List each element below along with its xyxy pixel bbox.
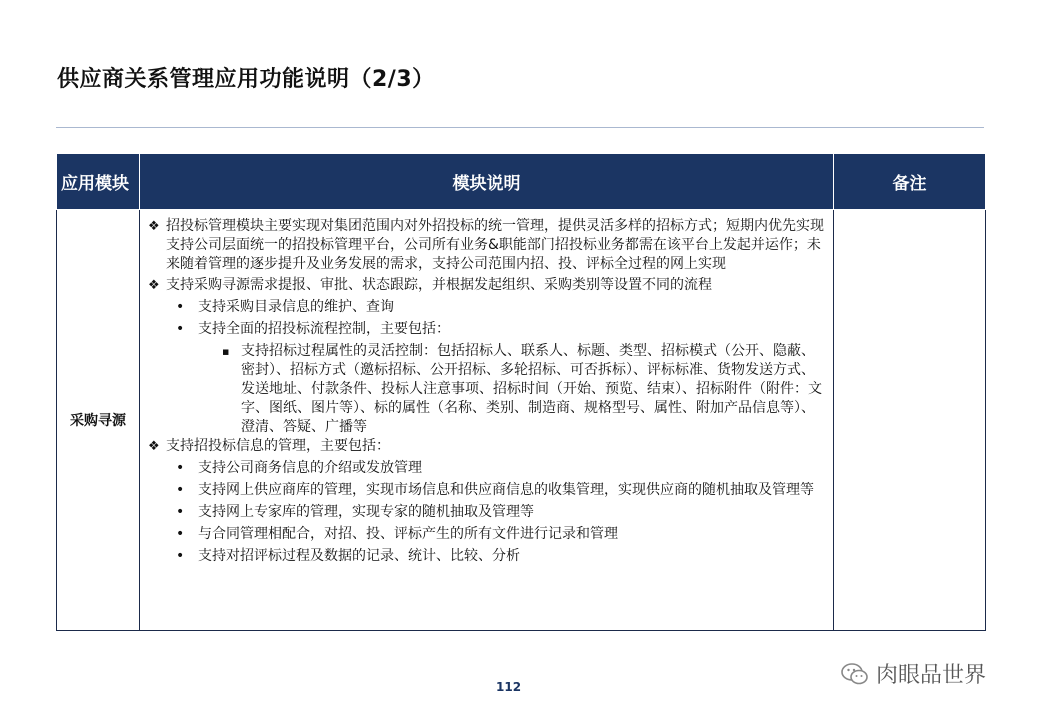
desc-text: 招投标管理模块主要实现对集团范围内对外招投标的统一管理，提供灵活多样的招标方式；短期内优先实现支持公司层面统一的招投标管理平台，公司所有业务&职能部门招投标业务都需在该平台上发起并运作；未来随着管理的逐步提升及业务发展的需求，支持公司范围内招、投、评标全过程的网上实现 <box>166 218 824 272</box>
desc-item-3 <box>148 320 827 339</box>
desc-item-9 <box>148 525 827 544</box>
desc-text: 支持全面的招投标流程控制，主要包括： <box>198 321 450 337</box>
diamond-bullet-icon: ❖ <box>148 439 160 454</box>
desc-item-1 <box>148 276 827 295</box>
desc-text: 支持采购目录信息的维护、查询 <box>198 299 394 315</box>
description-cell <box>140 210 834 631</box>
desc-text: 支持采购寻源需求提报、审批、状态跟踪，并根据发起组织、采购类别等设置不同的流程 <box>166 277 712 293</box>
header-description: 模块说明 <box>140 154 834 210</box>
desc-text: 支持网上专家库的管理，实现专家的随机抽取及管理等 <box>198 504 534 520</box>
desc-item-4 <box>148 342 827 437</box>
dot-bullet-icon: • <box>176 548 185 564</box>
dot-bullet-icon: • <box>176 460 185 476</box>
page-number: 112 <box>496 680 522 694</box>
dot-bullet-icon: • <box>176 321 185 337</box>
desc-text: 支持对招评标过程及数据的记录、统计、比较、分析 <box>198 548 520 564</box>
header-module: 应用模块 <box>57 154 140 210</box>
desc-text: 支持网上供应商库的管理，实现市场信息和供应商信息的收集管理，实现供应商的随机抽取及管理等 <box>198 482 814 498</box>
page-title: 供应商关系管理应用功能说明（2/3） <box>57 67 435 92</box>
desc-item-8 <box>148 503 827 522</box>
dot-bullet-icon: • <box>176 482 185 498</box>
dot-bullet-icon: • <box>176 504 185 520</box>
square-bullet-icon: ▪ <box>222 345 230 358</box>
desc-text: 与合同管理相配合，对招、投、评标产生的所有文件进行记录和管理 <box>198 526 618 542</box>
table-header-row <box>57 154 986 210</box>
desc-item-0 <box>148 217 827 274</box>
diamond-bullet-icon: ❖ <box>148 278 160 293</box>
wechat-icon <box>840 659 870 689</box>
desc-item-5 <box>148 437 827 456</box>
desc-item-6 <box>148 459 827 478</box>
desc-item-7 <box>148 481 827 500</box>
module-cell: 采购寻源 <box>57 210 140 631</box>
desc-text: 支持招标过程属性的灵活控制：包括招标人、联系人、标题、类型、招标模式（公开、隐蔽、密封）、招标方式（邀标招标、公开招标、多轮招标、可否拆标）、评标标准、货物发送方式、发送地址、付款条件、投标人注意事项、招标时间（开始、预览、结束）、招标附件（附件：文字、图纸、图片等）、标的属性（名称、类别、制造商、规格型号、属性、附加产品信息等）、澄清、答疑、广播等 <box>241 343 822 435</box>
function-table <box>56 153 986 631</box>
desc-text: 支持公司商务信息的介绍或发放管理 <box>198 460 422 476</box>
watermark-text: 肉眼品世界 <box>876 663 987 688</box>
desc-item-10 <box>148 547 827 566</box>
title-divider <box>56 127 984 128</box>
remark-cell <box>834 210 986 631</box>
diamond-bullet-icon: ❖ <box>148 219 160 234</box>
dot-bullet-icon: • <box>176 299 185 315</box>
table-row <box>57 210 986 631</box>
header-remark: 备注 <box>834 154 986 210</box>
watermark <box>840 658 986 689</box>
dot-bullet-icon: • <box>176 526 185 542</box>
desc-item-2 <box>148 298 827 317</box>
desc-text: 支持招投标信息的管理，主要包括： <box>166 438 390 454</box>
